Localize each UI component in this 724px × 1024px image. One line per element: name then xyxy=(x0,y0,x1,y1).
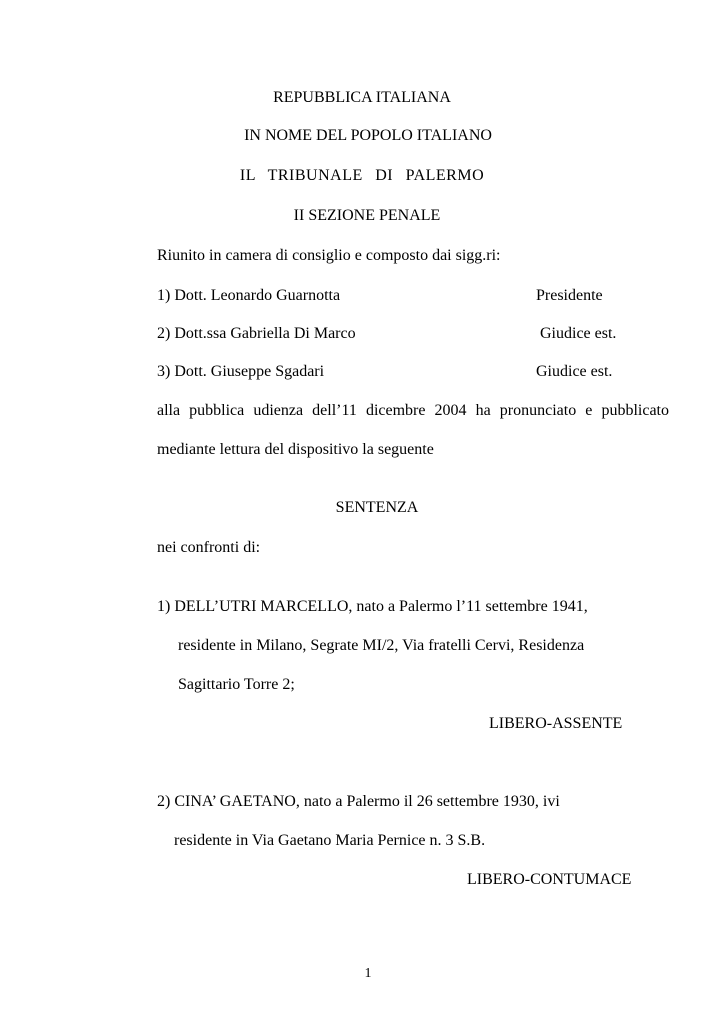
judge-1-role: Presidente xyxy=(536,287,603,304)
header-section: II SEZIONE PENALE xyxy=(293,207,441,224)
defendant-2-line-2: residente in Via Gaetano Maria Pernice n. 3 S.B. xyxy=(174,832,486,849)
defendant-1-line-1: 1) DELL’UTRI MARCELLO, nato a Palermo l’11 settembre 1941, xyxy=(157,598,588,615)
hearing-line-1: alla pubblica udienza dell’11 dicembre 2004 ha pronunciato e pubblicato xyxy=(157,402,669,419)
defendant-1-line-2: residente in Milano, Segrate MI/2, Via fratelli Cervi, Residenza xyxy=(178,637,585,654)
judge-3-name: 3) Dott. Giuseppe Sgadari xyxy=(157,363,325,380)
defendant-1-line-3: Sagittario Torre 2; xyxy=(178,676,295,693)
intro-text: Riunito in camera di consiglio e composto dai sigg.ri: xyxy=(157,247,501,264)
judge-2-name: 2) Dott.ssa Gabriella Di Marco xyxy=(157,325,356,342)
against-text: nei confronti di: xyxy=(157,539,261,556)
judge-1-name: 1) Dott. Leonardo Guarnotta xyxy=(157,287,341,304)
defendant-2-line-1: 2) CINA’ GAETANO, nato a Palermo il 26 settembre 1930, ivi xyxy=(157,793,560,810)
header-tribunal: IL TRIBUNALE DI PALERMO xyxy=(239,167,485,184)
defendant-1-status: LIBERO-ASSENTE xyxy=(489,715,623,732)
sentence-title: SENTENZA xyxy=(335,499,419,516)
header-people: IN NOME DEL POPOLO ITALIANO xyxy=(244,127,492,144)
page-number: 1 xyxy=(364,966,372,981)
judge-2-role: Giudice est. xyxy=(540,325,617,342)
hearing-line-2: mediante lettura del dispositivo la seguente xyxy=(157,441,434,458)
defendant-2-status: LIBERO-CONTUMACE xyxy=(467,871,632,888)
judge-3-role: Giudice est. xyxy=(536,363,613,380)
header-republic: REPUBBLICA ITALIANA xyxy=(273,89,451,106)
